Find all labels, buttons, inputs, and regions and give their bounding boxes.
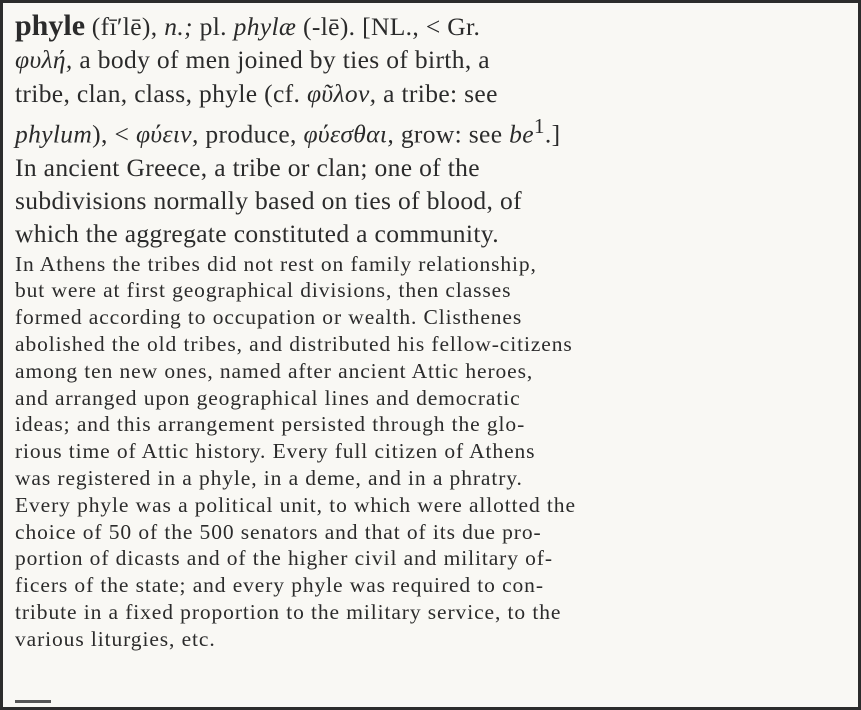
- part-of-speech: n.;: [164, 12, 193, 41]
- definition-line: subdivisions normally based on ties of blood, of: [15, 185, 522, 215]
- etymology-close: .]: [544, 119, 561, 149]
- greek-word: φυλή,: [15, 45, 73, 75]
- note-line: tribute in a fixed proportion to the military service, to the: [15, 599, 562, 624]
- note-line: abolished the old tribes, and distributed his fellow-citizens: [15, 331, 573, 356]
- note-line: among ten new ones, named after ancient Attic heroes,: [15, 358, 534, 383]
- etymology-text: produce,: [205, 119, 297, 149]
- greek-word: φῦλον,: [306, 78, 377, 108]
- dictionary-entry: [15, 9, 850, 251]
- definition-line: In ancient Greece, a tribe or clan; one of the: [15, 152, 480, 182]
- note-line: was registered in a phyle, in a deme, and in a phratry.: [15, 465, 523, 490]
- note-line: portion of dicasts and of the higher civil and military of-: [15, 546, 553, 571]
- etymology-open: [NL., < Gr.: [362, 12, 481, 41]
- entry-line-2: [15, 43, 850, 76]
- entry-line-3: [15, 77, 850, 110]
- definition-line: which the aggregate constituted a community.: [15, 219, 499, 249]
- note-line: ficers of the state; and every phyle was required to con-: [15, 573, 544, 598]
- etymology-text: a body of men joined by ties of birth, a: [79, 45, 490, 75]
- plural-form: phylæ: [233, 12, 297, 41]
- usage-note: [15, 251, 850, 653]
- entry-line-1: [15, 9, 850, 43]
- etymology-text: a tribe: see: [383, 78, 498, 108]
- greek-word: φύεσθαι,: [303, 119, 395, 149]
- greek-word: φύειν,: [135, 119, 199, 149]
- superscript: 1: [533, 113, 545, 138]
- cross-reference: be: [509, 119, 534, 149]
- next-entry-fragment: [15, 700, 51, 710]
- plural-label: pl.: [199, 12, 227, 41]
- etymology-text: grow: see: [400, 119, 503, 149]
- pronunciation: (fī′lē),: [91, 12, 158, 41]
- note-line: In Athens the tribes did not rest on family relationship,: [15, 251, 537, 276]
- note-line: various liturgies, etc.: [15, 626, 216, 651]
- etymology-text: tribe, clan, class, phyle (cf.: [15, 78, 301, 108]
- plural-pronunciation: (-lē).: [303, 12, 356, 41]
- note-line: and arranged upon geographical lines and democratic: [15, 385, 521, 410]
- entry-line-4: [15, 110, 850, 151]
- cross-reference: phylum: [15, 119, 93, 149]
- note-line: choice of 50 of the 500 senators and that of its due pro-: [15, 519, 542, 544]
- note-line: rious time of Attic history. Every full citizen of Athens: [15, 439, 536, 464]
- note-line: ideas; and this arrangement persisted through the glo-: [15, 412, 526, 437]
- note-line: formed according to occupation or wealth. Clisthenes: [15, 305, 523, 330]
- note-line: Every phyle was a political unit, to which were allotted the: [15, 492, 576, 517]
- headword: phyle: [15, 9, 86, 42]
- note-line: but were at first geographical divisions, then classes: [15, 278, 512, 303]
- etymology-text: ), <: [92, 119, 130, 149]
